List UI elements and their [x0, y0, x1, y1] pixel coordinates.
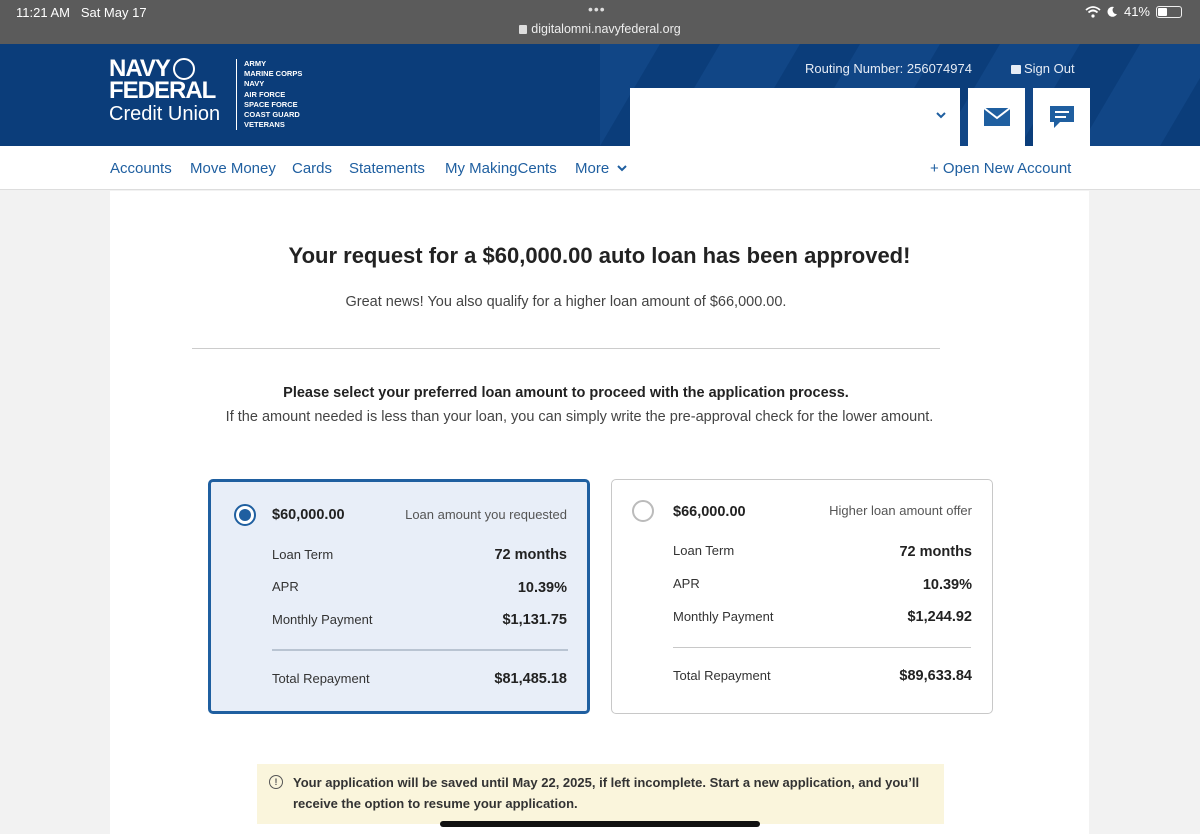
loan-term-label: Loan Term — [673, 543, 735, 558]
multitask-dots-icon[interactable]: ••• — [588, 1, 606, 17]
info-icon: ! — [269, 775, 283, 789]
nav-cards[interactable]: Cards — [292, 160, 333, 177]
chevron-down-icon — [616, 163, 628, 173]
loan-term-value: 72 months — [899, 544, 972, 560]
apr-value: 10.39% — [922, 577, 972, 593]
envelope-icon — [983, 107, 1011, 127]
total-repayment-label: Total Repayment — [272, 671, 370, 686]
monthly-payment-value: $1,244.92 — [907, 609, 972, 625]
monthly-payment-label: Monthly Payment — [272, 612, 373, 627]
total-repayment-value: $89,633.84 — [899, 668, 972, 684]
total-repayment-value: $81,485.18 — [494, 671, 567, 687]
battery-icon — [1156, 6, 1182, 18]
page-title: Your request for a $60,000.00 auto loan has been approved! — [288, 243, 911, 268]
apr-label: APR — [272, 579, 299, 594]
status-bar — [0, 0, 1200, 44]
option-tag: Higher loan amount offer — [829, 503, 972, 518]
chevron-down-icon — [934, 108, 948, 122]
moon-icon — [1107, 6, 1118, 17]
chat-button[interactable] — [1033, 88, 1090, 146]
main-navigation — [0, 146, 1200, 190]
option-divider — [272, 649, 568, 651]
loan-option-requested[interactable] — [208, 479, 590, 714]
option-divider — [673, 647, 971, 648]
navy-federal-logo[interactable]: NAVY FEDERAL Credit Union — [109, 55, 221, 125]
nav-more[interactable]: More — [575, 160, 628, 177]
site-header — [0, 44, 1200, 146]
nav-statements[interactable]: Statements — [349, 160, 425, 177]
option-amount: $60,000.00 — [272, 507, 345, 523]
apr-value: 10.39% — [517, 580, 567, 596]
radio-selected[interactable] — [234, 504, 256, 526]
loan-term-label: Loan Term — [272, 547, 334, 562]
loan-term-value: 72 months — [494, 547, 567, 563]
instruction-text: If the amount needed is less than your loan, you can simply write the pre-approval check for the lower amount. — [225, 409, 934, 425]
save-notice: ! Your application will be saved until May 22, 2025, if left incomplete. Start a new application, and you’ll receive the option to resume your application. — [257, 764, 944, 824]
nav-accounts[interactable]: Accounts — [110, 160, 172, 177]
status-icons — [1085, 4, 1182, 19]
loan-approval-panel — [110, 191, 1089, 834]
chat-bubble-icon — [1048, 104, 1076, 130]
padlock-icon — [1011, 65, 1021, 74]
qualify-message: Great news! You also qualify for a higher loan amount of $66,000.00. — [345, 294, 787, 310]
address-bar[interactable]: digitalomni.navyfederal.org — [0, 22, 1200, 36]
nav-my-makingcents[interactable]: My MakingCents — [445, 160, 557, 177]
branch-list: ARMY MARINE CORPS NAVY AIR FORCE SPACE FORCE COAST GUARD VETERANS — [236, 59, 302, 130]
monthly-payment-label: Monthly Payment — [673, 609, 774, 624]
option-amount: $66,000.00 — [673, 504, 746, 520]
nav-move-money[interactable]: Move Money — [190, 160, 276, 177]
apr-label: APR — [673, 576, 700, 591]
wifi-icon — [1085, 6, 1101, 18]
monthly-payment-value: $1,131.75 — [502, 612, 567, 628]
divider — [192, 348, 940, 349]
battery-percent: 41% — [1123, 4, 1150, 19]
home-indicator[interactable] — [440, 821, 760, 827]
loan-option-higher[interactable] — [611, 479, 993, 714]
option-tag: Loan amount you requested — [405, 507, 567, 522]
routing-number: Routing Number: 256074974 — [805, 61, 972, 76]
lock-icon — [519, 25, 527, 34]
instruction-heading: Please select your preferred loan amount to proceed with the application process. — [283, 385, 849, 401]
radio-unselected[interactable] — [632, 500, 654, 522]
sign-out-link[interactable]: Sign Out — [1011, 61, 1075, 76]
open-new-account-link[interactable]: + Open New Account — [930, 160, 1072, 177]
account-selector-dropdown[interactable] — [630, 88, 960, 146]
total-repayment-label: Total Repayment — [673, 668, 771, 683]
status-time: 11:21 AM Sat May 17 — [16, 5, 147, 20]
messages-button[interactable] — [968, 88, 1025, 146]
